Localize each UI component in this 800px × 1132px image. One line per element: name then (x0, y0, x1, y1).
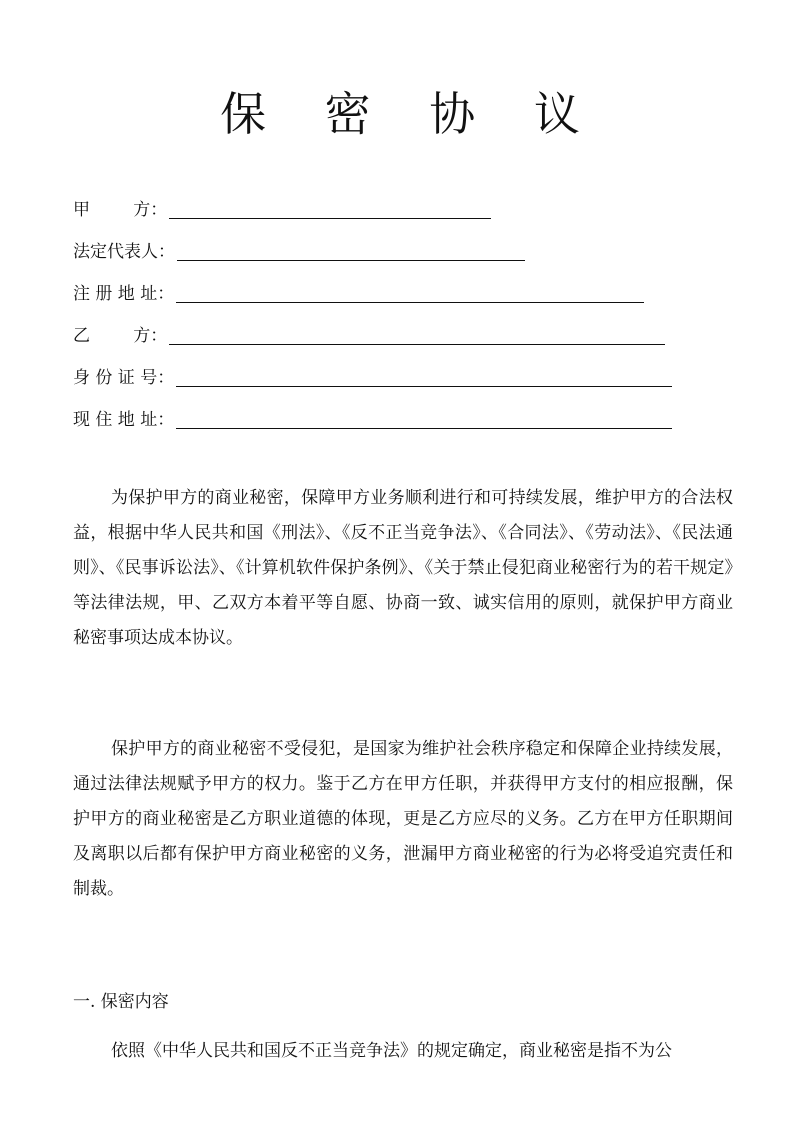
id-number-field (73, 364, 672, 392)
party-a-label: 甲 方： (73, 200, 168, 220)
legal-representative-field (73, 238, 525, 266)
legal-representative-blank-line (177, 238, 525, 261)
registered-address-label: 注 册 地 址： (73, 284, 175, 304)
registered-address-field (73, 280, 644, 308)
current-address-label: 现 住 地 址： (73, 410, 175, 430)
party-a-blank-line (169, 196, 491, 219)
party-b-label: 乙 方： (73, 326, 168, 346)
section-1-heading: 一. 保密内容 (73, 992, 169, 1012)
current-address-blank-line (176, 406, 672, 429)
legal-representative-label: 法定代表人： (73, 242, 175, 262)
id-number-label: 身 份 证 号： (73, 368, 175, 388)
purpose-paragraph: 保护甲方的商业秘密不受侵犯，是国家为维护社会秩序稳定和保障企业持续发展，通过法律法规赋予甲方的权力。鉴于乙方在甲方任职，并获得甲方支付的相应报酬，保护甲方的商业秘密是乙方职业道德的体现，更是乙方应尽的义务。乙方在甲方任职期间及离职以后都有保护甲方商业秘密的义务，泄漏甲方商业秘密的行为必将受追究责任和制裁。 (73, 739, 733, 899)
party-b-field (73, 322, 665, 350)
preamble-paragraph: 为保护甲方的商业秘密，保障甲方业务顺利进行和可持续发展，维护甲方的合法权益，根据中华人民共和国《刑法》、《反不正当竞争法》、《合同法》、《劳动法》、《民法通则》、《民事诉讼法》、《计算机软件保护条例》、《关于禁止侵犯商业秘密行为的若干规定》等法律法规，甲、乙双方本着平等自愿、协商一致、诚实信用的原则，就保护甲方商业秘密事项达成本协议。 (73, 488, 733, 648)
document-title: 保 密 协 议 (220, 87, 602, 141)
registered-address-blank-line (176, 280, 644, 303)
section-1-paragraph: 依照《中华人民共和国反不正当竞争法》的规定确定，商业秘密是指不为公 (111, 1041, 672, 1061)
id-number-blank-line (176, 364, 672, 387)
current-address-field (73, 406, 672, 434)
party-b-blank-line (169, 322, 665, 345)
party-a-field (73, 196, 491, 224)
